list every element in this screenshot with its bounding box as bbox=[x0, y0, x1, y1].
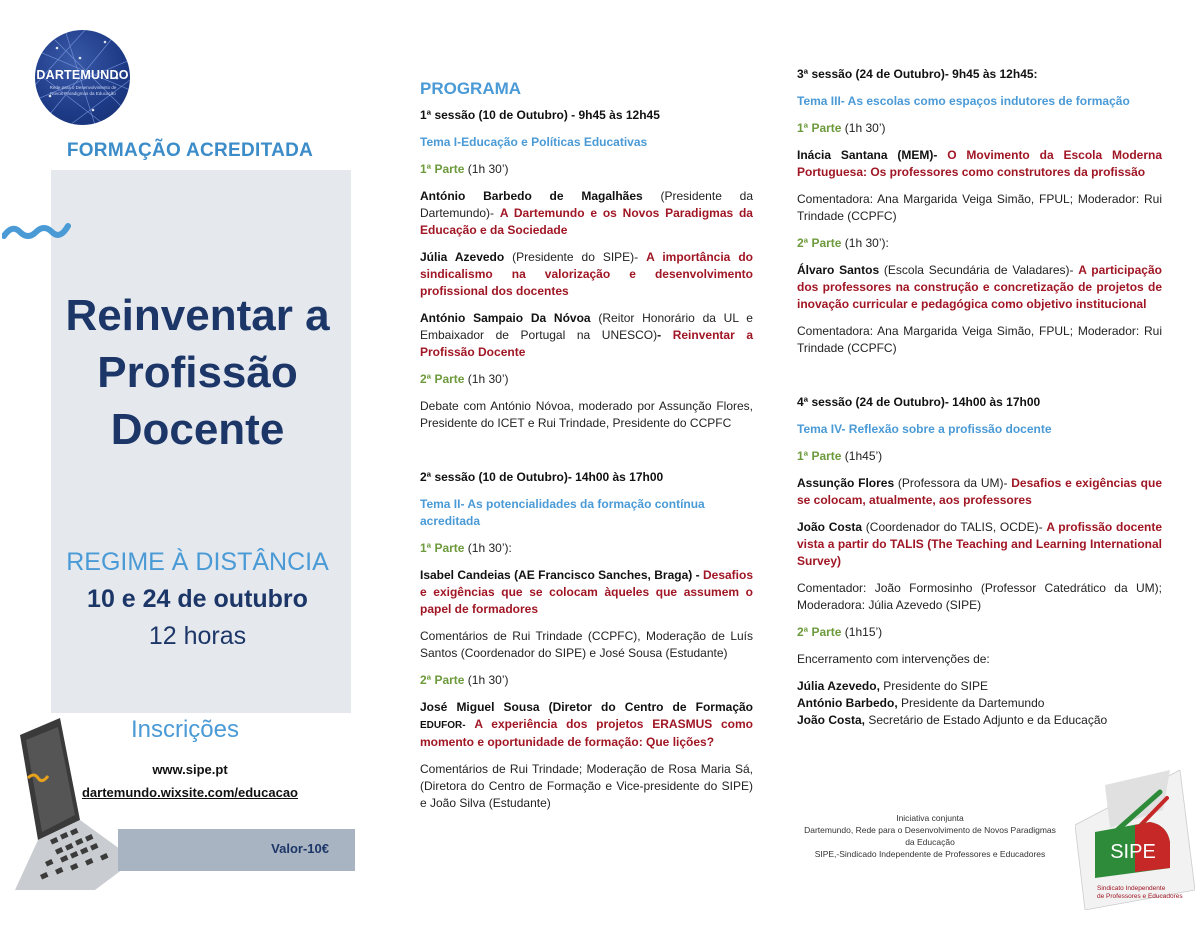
part-label: 1ª Parte (1h 30’) bbox=[797, 121, 886, 135]
program-column-2 bbox=[797, 66, 1162, 729]
session-3-heading: 3ª sessão (24 de Outubro)- 9h45 às 12h45: bbox=[797, 67, 1038, 81]
speaker-entry: António Sampaio Da Nóvoa (Reitor Honorário da UL e Embaixador de Portugal na UNESCO)- Reinventar a Profissão Docente bbox=[420, 311, 754, 359]
accredited-heading: FORMAÇÃO ACREDITADA bbox=[66, 140, 314, 161]
logo-subtitle: Rede para o Desenvolvimento de Novos Paradigmas da Educação bbox=[49, 85, 117, 96]
session-2-heading: 2ª sessão (10 de Outubro)- 14h00 às 17h00 bbox=[420, 470, 664, 484]
closing-list bbox=[797, 678, 1162, 729]
part-label: 2ª Parte (1h 30’) bbox=[420, 673, 509, 687]
footer-line: SIPE,-Sindicado Independente de Professores e Educadores bbox=[814, 849, 1046, 859]
event-hours: 12 horas bbox=[148, 622, 247, 650]
speaker-entry: Assunção Flores (Professora da UM)- Desafios e exigências que se colocam, atualmente, aos professores bbox=[797, 476, 1162, 507]
event-dates: 10 e 24 de outubro bbox=[87, 585, 308, 613]
left-panel bbox=[0, 0, 400, 927]
comment-text: Comentadora: Ana Margarida Veiga Simão, FPUL; Moderador: Rui Trindade (CCPFC) bbox=[797, 192, 1162, 223]
comment-text: Comentadora: Ana Margarida Veiga Simão, FPUL; Moderador: Rui Trindade (CCPFC) bbox=[797, 324, 1162, 355]
dartemundo-logo bbox=[35, 30, 130, 125]
closing-intro: Encerramento com intervenções de: bbox=[797, 652, 990, 666]
comment-text: Comentários de Rui Trindade; Moderação de Rosa Maria Sá, (Diretora do Centro de Formação e Vice-presidente do SIPE) e João Silva (Estudante) bbox=[420, 762, 753, 810]
speaker-entry: João Costa (Coordenador do TALIS, OCDE)- A profissão docente vista a partir do TALIS (The Teaching and Learning International Survey) bbox=[797, 520, 1162, 568]
joint-initiative-note bbox=[790, 812, 1070, 860]
session-1-heading: 1ª sessão (10 de Outubro) - 9h45 às 12h45 bbox=[420, 108, 660, 122]
title-line: Docente bbox=[110, 405, 285, 454]
debate-text: Debate com António Nóvoa, moderado por Assunção Flores, Presidente do ICET e Rui Trindade, Presidente do CCPFC bbox=[420, 399, 753, 430]
sipe-link[interactable]: www.sipe.pt bbox=[152, 762, 228, 777]
logo-name: DARTEMUNDO bbox=[36, 68, 129, 82]
part-label: 2ª Parte (1h 30’): bbox=[797, 236, 889, 250]
part-label: 1ª Parte (1h 30’): bbox=[420, 541, 512, 555]
title-line: Profissão bbox=[97, 348, 298, 397]
part-label: 1ª Parte (1h 30’) bbox=[420, 162, 509, 176]
sipe-logo-name: SIPE bbox=[1110, 841, 1156, 863]
sipe-logo bbox=[1075, 770, 1195, 910]
program-title: PROGRAMA bbox=[420, 79, 522, 98]
wave-icon bbox=[2, 218, 74, 242]
part-label: 1ª Parte (1h45’) bbox=[797, 449, 883, 463]
session-4-heading: 4ª sessão (24 de Outubro)- 14h00 às 17h00 bbox=[797, 395, 1041, 409]
main-title bbox=[51, 287, 344, 458]
comment-text: Comentador: João Formosinho (Professor Catedrático da UM); Moderadora: Júlia Azevedo (SIPE) bbox=[797, 581, 1162, 612]
dartemundo-link[interactable]: dartemundo.wixsite.com/educacao bbox=[81, 785, 298, 800]
speaker-entry: António Barbedo de Magalhães (Presidente da Dartemundo)- A Dartemundo e os Novos Paradigmas da Educação e da Sociedade bbox=[420, 189, 753, 237]
price-label: Valor-10€ bbox=[271, 841, 329, 856]
price-bar bbox=[118, 829, 355, 871]
comment-text: Comentários de Rui Trindade (CCPFC), Moderação de Luís Santos (Coordenador do SIPE) e José Sousa (Estudante) bbox=[420, 629, 753, 660]
part-label: 2ª Parte (1h 30’) bbox=[420, 372, 509, 386]
footer-line: Dartemundo, Rede para o Desenvolvimento de Novos Paradigmas bbox=[804, 825, 1056, 835]
speaker-entry: Inácia Santana (MEM)- O Movimento da Escola Moderna Portuguesa: Os professores como construtores da profissão bbox=[797, 148, 1163, 179]
session-4-theme: Tema IV- Reflexão sobre a profissão docente bbox=[797, 422, 1052, 436]
sipe-logo-sub: Sindicato Independente bbox=[1097, 885, 1166, 892]
footer-line: da Educação bbox=[905, 837, 955, 847]
speaker-entry: José Miguel Sousa (Diretor do Centro de Formação EDUFOR- A experiência dos projetos ERASMUS como momento e oportunidade de formação: Que lições? bbox=[420, 700, 753, 749]
registration-heading: Inscrições bbox=[130, 716, 240, 743]
closing-item: António Barbedo, Presidente da Dartemundo bbox=[797, 696, 1045, 710]
speaker-entry: Isabel Candeias (AE Francisco Sanches, Braga) - Desafios e exigências que se colocam àqueles que assumem o papel de formadores bbox=[420, 568, 754, 616]
speaker-entry: Álvaro Santos (Escola Secundária de Valadares)- A participação dos professores na construção e concretização de projetos de inovação curricular e pedagógica como objetivo institucional bbox=[797, 263, 1162, 311]
program-column-1 bbox=[420, 80, 753, 822]
closing-item: João Costa, Secretário de Estado Adjunto e da Educação bbox=[797, 713, 1108, 727]
sipe-logo-sub: de Professores e Educadores bbox=[1097, 893, 1183, 900]
speaker-entry: Júlia Azevedo (Presidente do SIPE)- A importância do sindicalismo na valorização e desenvolvimento profissional dos docentes bbox=[420, 250, 753, 298]
closing-item: Júlia Azevedo, Presidente do SIPE bbox=[797, 679, 988, 693]
part-label: 2ª Parte (1h15’) bbox=[797, 625, 883, 639]
session-3-theme: Tema III- As escolas como espaços indutores de formação bbox=[797, 94, 1130, 108]
regime-label: REGIME À DISTÂNCIA bbox=[66, 548, 329, 576]
session-2-theme: Tema II- As potencialidades da formação contínua acreditada bbox=[420, 497, 705, 528]
title-line: Reinventar a bbox=[65, 291, 330, 340]
footer-line: Iniciativa conjunta bbox=[896, 813, 964, 823]
session-1-theme: Tema I-Educação e Políticas Educativas bbox=[420, 135, 648, 149]
